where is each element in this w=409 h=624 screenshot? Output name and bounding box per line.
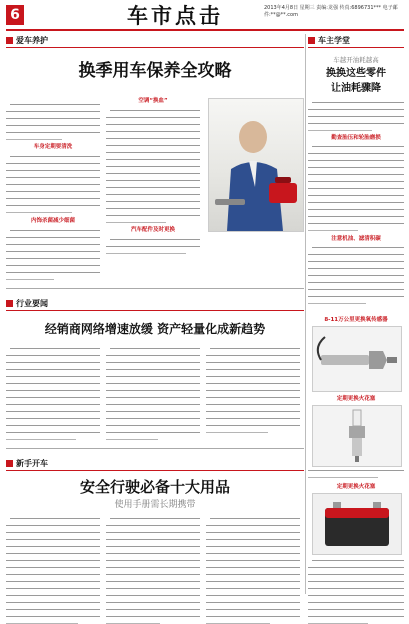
spark-plug-photo (312, 405, 402, 467)
person-head-shape (239, 121, 267, 153)
section-marker-icon (6, 37, 13, 44)
section-rule (6, 47, 304, 48)
thread-shape (352, 438, 362, 456)
section-tag-label: 新手开车 (16, 459, 48, 468)
hex-shape (349, 426, 365, 438)
tool-box-handle-shape (275, 177, 291, 183)
terminal-negative-shape (373, 502, 381, 508)
side-subhead-oil: 注意机油、滤清积碳 (331, 236, 381, 242)
mechanic-illustration (209, 99, 303, 231)
insulator-shape (353, 410, 361, 426)
section-tag-label: 行业要闻 (16, 299, 48, 308)
caption-spark-plug-2: 定期更换火花塞 (336, 484, 376, 490)
subhead-parts: 汽车配件及时更换 (130, 227, 175, 233)
battery-illustration (313, 494, 401, 554)
sensor-body-shape (321, 355, 369, 365)
section-tag-owner-class (308, 35, 350, 46)
section-rule (6, 310, 304, 311)
section-marker-icon (6, 300, 13, 307)
car-care-photo (208, 98, 304, 232)
section-tag-new-driver (6, 458, 48, 469)
section-tag-industry (6, 298, 48, 309)
wrench-shape (215, 199, 245, 205)
subhead-interior: 内饰杀菌减少细菌 (30, 218, 75, 224)
side-column (308, 34, 404, 594)
side-title-line2: 让油耗骤降 (331, 83, 381, 94)
section-title: 车市点击 (127, 4, 223, 28)
spark-plug-illustration (313, 406, 401, 466)
article-title: 换季用车保养全攻略 (78, 61, 232, 81)
electrode-shape (355, 456, 359, 462)
sensor-nut-shape (369, 351, 387, 369)
sensor-illustration (313, 327, 401, 391)
battery-top-shape (325, 508, 389, 518)
main-column (6, 34, 304, 594)
side-title-line1: 换换这些零件 (326, 68, 386, 79)
article-subtitle: 使用手册需长期携带 (114, 500, 196, 510)
subhead-aircon: 空调“换血” (138, 98, 168, 104)
section-marker-icon (6, 460, 13, 467)
section-rule (308, 47, 404, 48)
oxygen-sensor-photo (312, 326, 402, 392)
sensor-tip-shape (387, 357, 397, 363)
tool-box-shape (269, 183, 297, 203)
column-separator (305, 34, 306, 594)
article-title: 安全行驶必备十大用品 (79, 478, 230, 496)
section-marker-icon (308, 37, 315, 44)
subhead-body-wash: 车身定期要清洗 (33, 144, 73, 150)
section-tag-car-care (6, 35, 48, 46)
article-title: 经销商网络增速放缓 资产轻量化成新趋势 (44, 322, 266, 336)
section-tag-label: 爱车养护 (16, 36, 48, 45)
divider (6, 448, 304, 449)
terminal-positive-shape (333, 502, 341, 508)
side-subhead-tire: 勤查胎压和轮胎磨损 (331, 135, 381, 141)
section-tag-label: 车主学堂 (318, 36, 350, 45)
page-number: 6 (6, 5, 24, 25)
divider (6, 288, 304, 289)
page-header (0, 0, 409, 30)
section-rule (6, 470, 304, 471)
caption-spark-plug: 定期更换火花塞 (336, 396, 376, 402)
header-rule (6, 29, 404, 31)
header-date-line: 2013年4月8日 星期三 责编:龙强 传真:6896731*** 电子邮件:**@**.com (264, 5, 398, 18)
battery-photo (312, 493, 402, 555)
side-kicker: 车越开油耗越高 (333, 56, 379, 64)
caption-oxygen-sensor: 8-11万公里更换氧传感器 (324, 317, 388, 323)
